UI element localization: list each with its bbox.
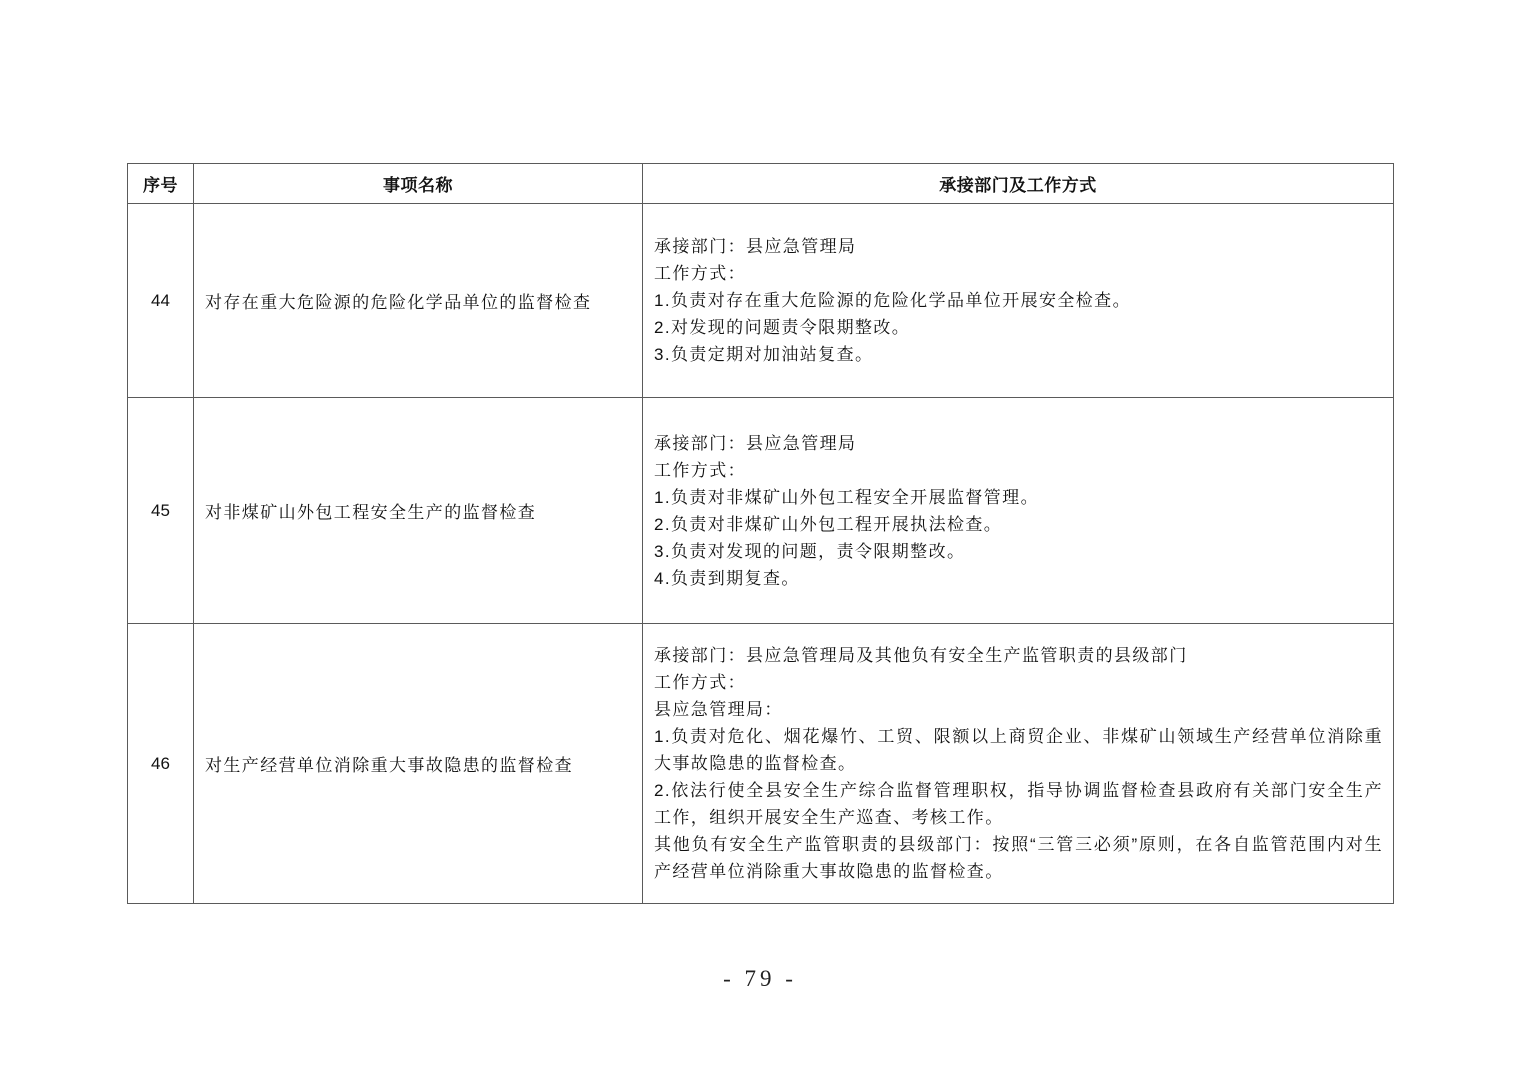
row-number: 46 [128, 624, 194, 904]
department-and-method [643, 204, 1394, 398]
row-number: 45 [128, 398, 194, 624]
detail-line: 工作方式： [654, 264, 746, 283]
matters-table [127, 163, 1394, 904]
department-and-method [643, 398, 1394, 624]
detail-line: 4.负责到期复查。 [654, 568, 800, 588]
table-header-row [128, 164, 1394, 204]
matter-name: 对生产经营单位消除重大事故隐患的监督检查 [194, 624, 643, 904]
matter-name: 对非煤矿山外包工程安全生产的监督检查 [194, 398, 643, 624]
matter-name: 对存在重大危险源的危险化学品单位的监督检查 [194, 204, 643, 398]
header-matter-name: 事项名称 [194, 164, 643, 204]
detail-line: 3.负责定期对加油站复查。 [654, 345, 874, 364]
detail-line: 承接部门：县应急管理局及其他负有安全生产监管职责的县级部门 [654, 646, 1188, 665]
page-number: - 79 - [723, 966, 797, 991]
detail-line: 县应急管理局： [654, 700, 783, 719]
detail-line: 承接部门：县应急管理局 [654, 237, 857, 256]
detail-line: 1.负责对非煤矿山外包工程安全开展监督管理。 [654, 487, 1039, 507]
header-department-and-method: 承接部门及工作方式 [643, 164, 1394, 204]
detail-line: 1.负责对存在重大危险源的危险化学品单位开展安全检查。 [654, 291, 1131, 310]
department-and-method [643, 624, 1394, 904]
detail-line: 其他负有安全生产监管职责的县级部门：按照“三管三必须”原则，在各自监管范围内对生产经营单位消除重大事故隐患的监督检查。 [654, 835, 1383, 881]
row-number: 44 [128, 204, 194, 398]
detail-line: 2.依法行使全县安全生产综合监督管理职权，指导协调监督检查县政府有关部门安全生产工作，组织开展安全生产巡查、考核工作。 [654, 781, 1383, 827]
header-serial-number: 序号 [128, 164, 194, 204]
detail-line: 工作方式： [654, 673, 746, 692]
detail-line: 2.负责对非煤矿山外包工程开展执法检查。 [654, 514, 1003, 534]
detail-line: 3.负责对发现的问题，责令限期整改。 [654, 541, 966, 561]
table-row [128, 204, 1394, 398]
detail-line: 工作方式： [654, 460, 746, 480]
detail-line: 1.负责对危化、烟花爆竹、工贸、限额以上商贸企业、非煤矿山领域生产经营单位消除重大事故隐患的监督检查。 [654, 727, 1383, 773]
detail-line: 承接部门：县应急管理局 [654, 433, 857, 453]
table-row [128, 398, 1394, 624]
table-row [128, 624, 1394, 904]
detail-line: 2.对发现的问题责令限期整改。 [654, 318, 911, 337]
